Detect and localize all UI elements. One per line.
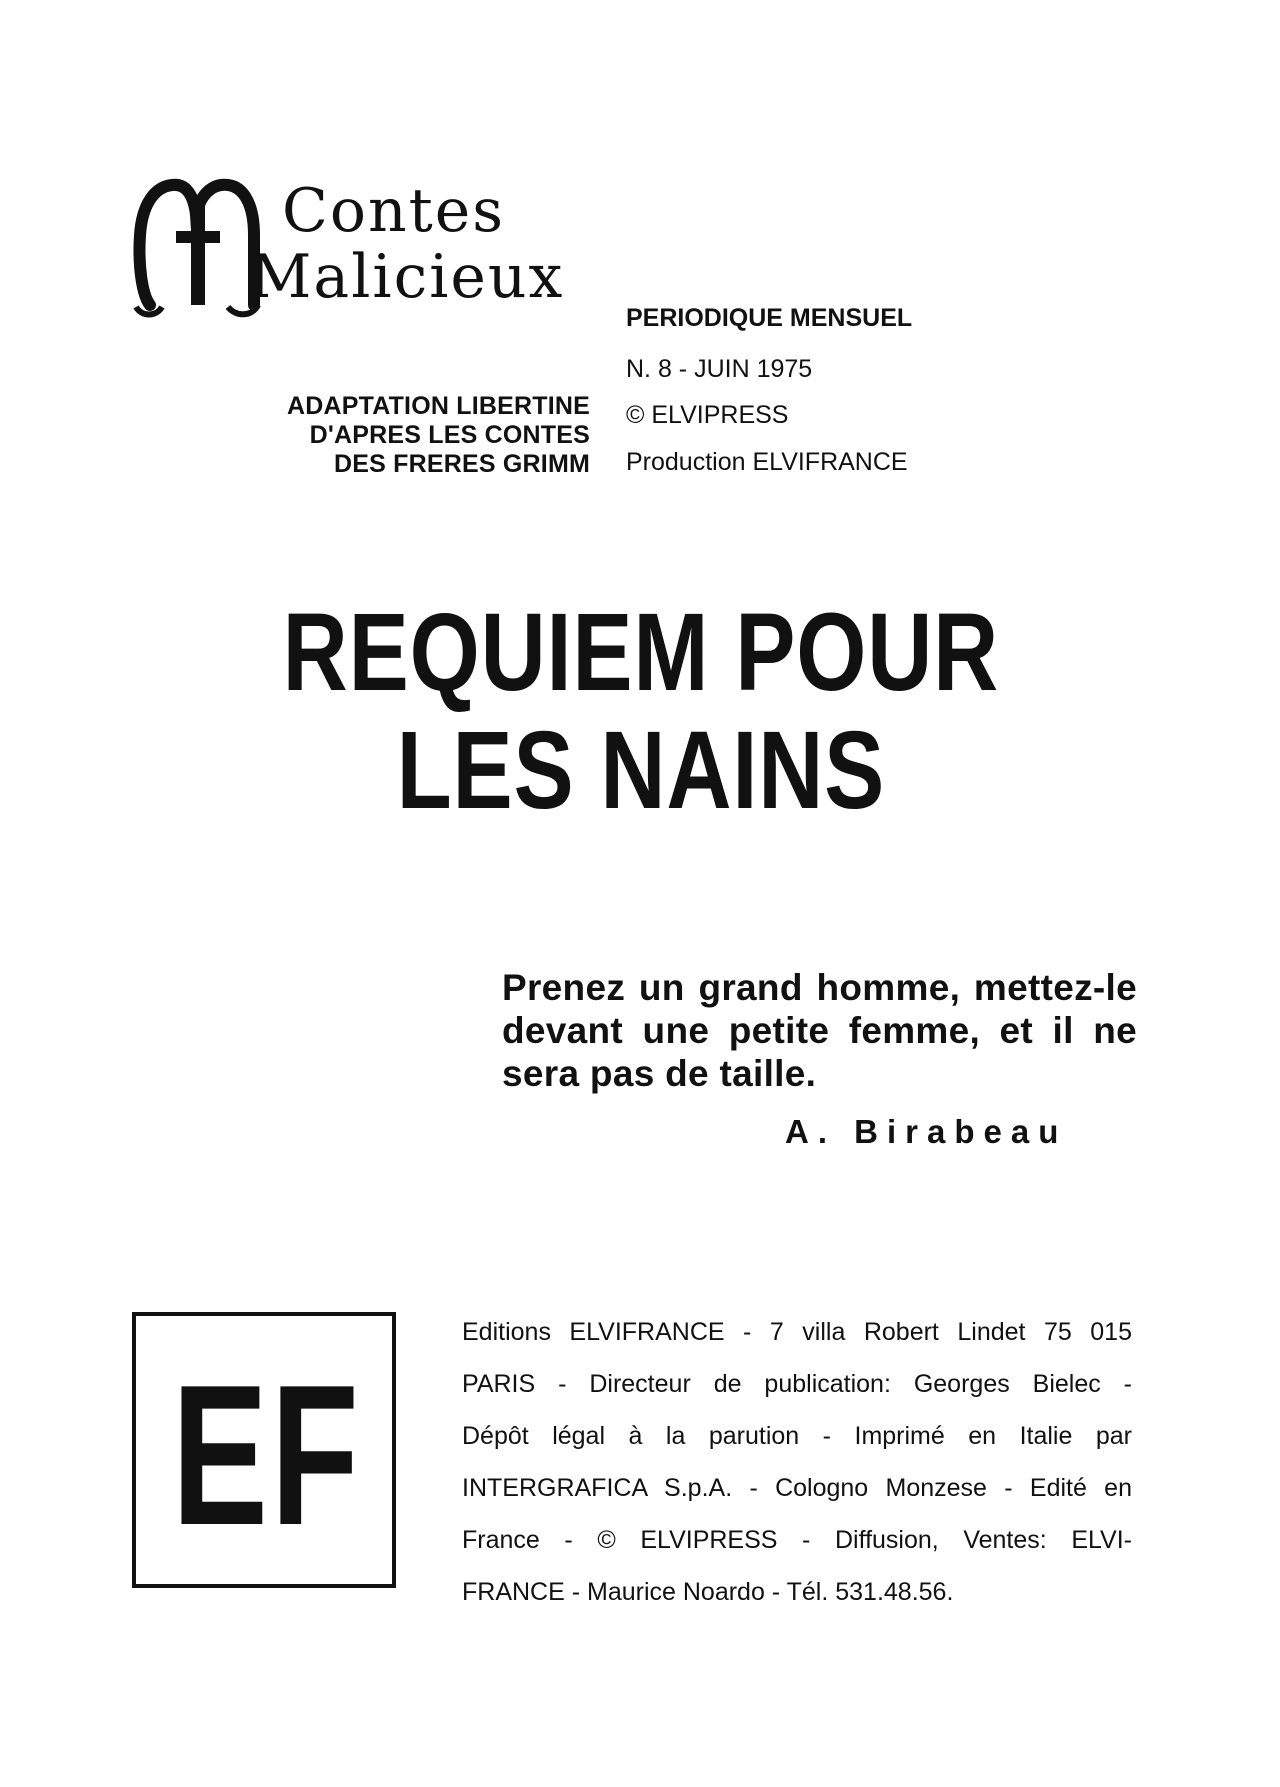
imprint-line: INTERGRAFICA S.p.A. - Cologno Monzese - Edité en xyxy=(462,1474,1132,1502)
issue-number: N. 8 - JUIN 1975 xyxy=(626,355,813,383)
story-title xyxy=(116,591,1166,832)
imprint-line: France - © ELVIPRESS - Diffusion, Ventes: ELVI- xyxy=(462,1526,1132,1554)
logo-word-contes: Contes xyxy=(282,176,506,246)
legal-imprint xyxy=(462,1306,1132,1618)
ornamental-m-icon xyxy=(132,175,262,325)
copyright: © ELVIPRESS xyxy=(626,401,789,429)
series-subtitle xyxy=(240,392,590,479)
subtitle-line-2: D'APRES LES CONTES xyxy=(309,421,590,449)
imprint-line: Editions ELVIFRANCE - 7 villa Robert Lindet 75 015 xyxy=(462,1318,1132,1346)
logo-word-malicieux: Malicieux xyxy=(250,242,565,312)
title-line-1: REQUIEM POUR xyxy=(282,591,1000,714)
subtitle-line-1: ADAPTATION LIBERTINE xyxy=(286,392,590,420)
epigraph-author: A. Birabeau xyxy=(785,1113,1068,1150)
imprint-line: PARIS - Directeur de publication: Georges Bielec - xyxy=(462,1370,1132,1398)
imprint-line: FRANCE - Maurice Noardo - Tél. 531.48.56. xyxy=(462,1578,954,1606)
publisher-logo xyxy=(132,1312,396,1588)
series-logo xyxy=(132,175,572,325)
publisher-logo-text: EF xyxy=(171,1344,362,1567)
subtitle-line-3: DES FRERES GRIMM xyxy=(334,450,590,478)
production-credit: Production ELVIFRANCE xyxy=(626,448,908,476)
epigraph-quote: Prenez un grand homme, mettez-le devant une petite femme, et il ne sera pas de taille. xyxy=(502,967,1137,1094)
title-line-2: LES NAINS xyxy=(396,709,886,832)
periodicity: PERIODIQUE MENSUEL xyxy=(626,304,913,332)
imprint-line: Dépôt légal à la parution - Imprimé en Italie par xyxy=(462,1422,1132,1450)
